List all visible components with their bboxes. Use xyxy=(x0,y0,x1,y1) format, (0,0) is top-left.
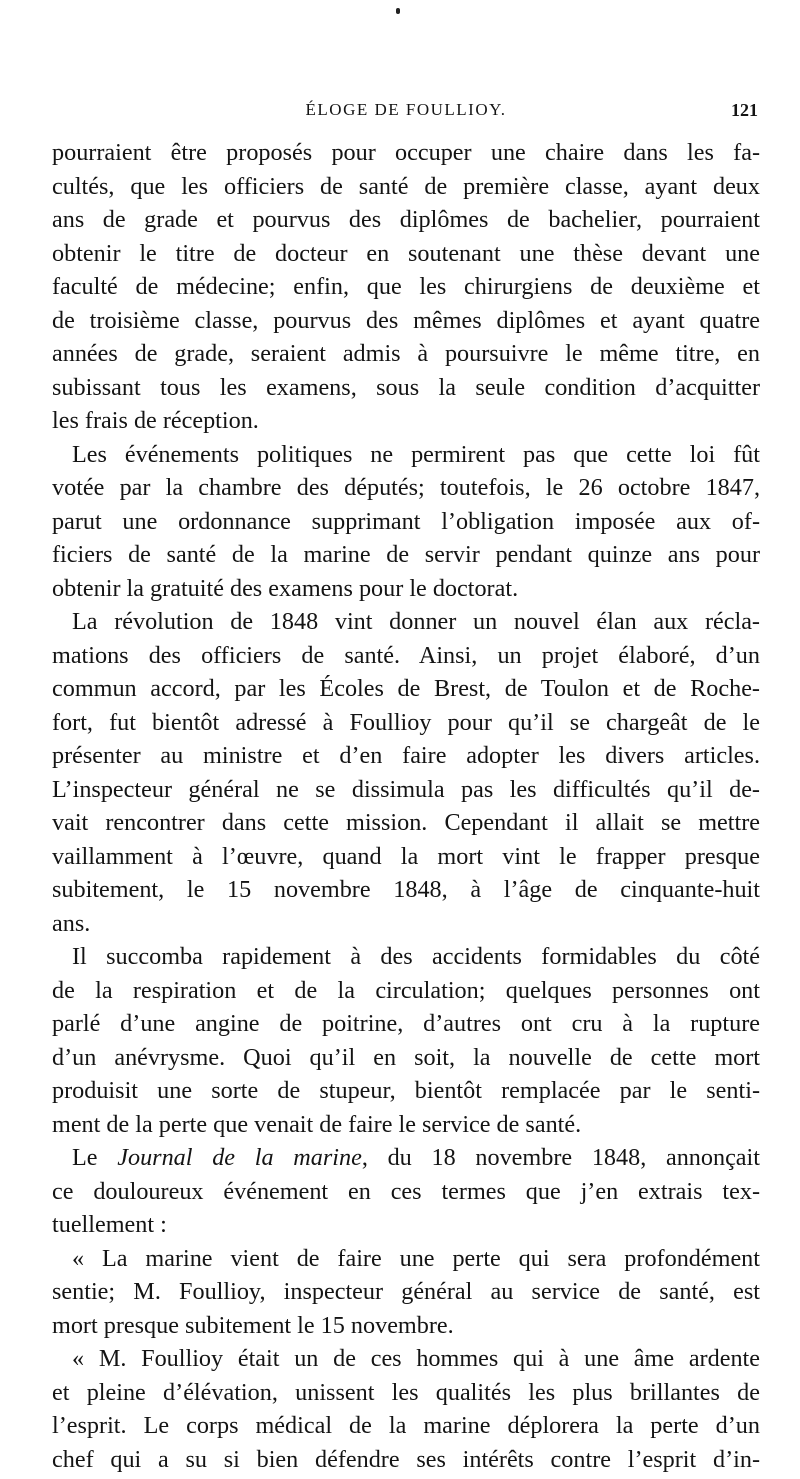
text-line: La révolution de 1848 vint donner un nouvel élan aux récla- xyxy=(72,608,760,635)
text-line: produisit une sorte de stupeur, bientôt remplacée par le senti- xyxy=(52,1077,760,1104)
text-line: parut une ordonnance supprimant l’obligation imposée aux of- xyxy=(52,507,760,535)
page-number: 121 xyxy=(731,100,758,120)
text-line: fort, fut bientôt adressé à Foullioy pour qu’il se chargeât de le xyxy=(52,708,760,736)
text-line: présenter au ministre et d’en faire adopter les divers articles. xyxy=(52,742,760,769)
body-text xyxy=(52,136,760,1476)
text-line: chef qui a su si bien défendre ses intérêts contre l’esprit d’in- xyxy=(52,1445,760,1473)
text-line: tuellement : xyxy=(52,1211,167,1238)
running-title: ÉLOGE DE FOULLIOY. xyxy=(305,100,507,119)
text-line: « La marine vient de faire une perte qui sera profondément xyxy=(72,1244,760,1272)
book-page xyxy=(52,96,760,1473)
text-line: vaillamment à l’œuvre, quand la mort vint le frapper presque xyxy=(52,842,760,870)
text-line: subissant tous les examens, sous la seule condition d’acquitter xyxy=(52,373,760,401)
text-line: de troisième classe, pourvus des mêmes diplômes et ayant quatre xyxy=(52,306,760,334)
text-line: ce douloureux événement en ces termes que j’en extrais tex- xyxy=(52,1177,760,1205)
text-line: les frais de réception. xyxy=(52,407,259,434)
text-line: d’un anévrysme. Quoi qu’il en soit, la nouvelle de cette mort xyxy=(52,1043,760,1071)
text-line: mations des officiers de santé. Ainsi, un projet élaboré, d’un xyxy=(52,641,760,669)
text-line: « M. Foullioy était un de ces hommes qui à une âme ardente xyxy=(72,1345,760,1372)
text-line: ans de grade et pourvus des diplômes de bachelier, pourraient xyxy=(52,206,760,233)
text-line: obtenir la gratuité des examens pour le doctorat. xyxy=(52,574,519,602)
text-line: de la respiration et de la circulation; quelques personnes ont xyxy=(52,976,760,1004)
print-speck xyxy=(396,8,400,14)
text-line: vait rencontrer dans cette mission. Cependant il allait se mettre xyxy=(52,809,760,836)
text-line: et pleine d’élévation, unissent les qualités les plus brillantes de xyxy=(52,1378,760,1406)
text-line: l’esprit. Le corps médical de la marine déplorera la perte d’un xyxy=(52,1412,760,1439)
text-line: mort presque subitement le 15 novembre. xyxy=(52,1311,454,1339)
text-line: Les événements politiques ne permirent pas que cette loi fût xyxy=(72,440,760,468)
text-fragment: Le xyxy=(72,1144,118,1171)
text-line: commun accord, par les Écoles de Brest, de Toulon et de Roche- xyxy=(52,675,760,702)
text-fragment: , du 18 novembre 1848, annonçait xyxy=(361,1144,760,1171)
text-line: votée par la chambre des députés; toutefois, le 26 octobre 1847, xyxy=(52,474,760,501)
text-line: sentie; M. Foullioy, inspecteur général au service de santé, est xyxy=(52,1278,760,1305)
text-line: cultés, que les officiers de santé de première classe, ayant deux xyxy=(52,172,760,200)
text-line: faculté de médecine; enfin, que les chirurgiens de deuxième et xyxy=(52,273,760,300)
journal-title: Journal de la marine xyxy=(117,1144,362,1171)
page-header xyxy=(52,96,760,126)
text-line: Il succomba rapidement à des accidents formidables du côté xyxy=(72,943,760,970)
text-line: L’inspecteur général ne se dissimula pas les difficultés qu’il de- xyxy=(52,775,760,803)
text-line: pourraient être proposés pour occuper une chaire dans les fa- xyxy=(52,139,760,166)
text-line: ficiers de santé de la marine de servir pendant quinze ans pour xyxy=(52,541,760,568)
text-line: ment de la perte que venait de faire le service de santé. xyxy=(52,1110,582,1138)
text-line: subitement, le 15 novembre 1848, à l’âge de cinquante-huit xyxy=(52,876,760,903)
text-line: années de grade, seraient admis à poursuivre le même titre, en xyxy=(52,340,760,367)
text-line: parlé d’une angine de poitrine, d’autres ont cru à la rupture xyxy=(52,1010,760,1037)
text-line xyxy=(52,1141,760,1175)
text-line: obtenir le titre de docteur en soutenant une thèse devant une xyxy=(52,239,760,267)
text-line: ans. xyxy=(52,909,91,937)
